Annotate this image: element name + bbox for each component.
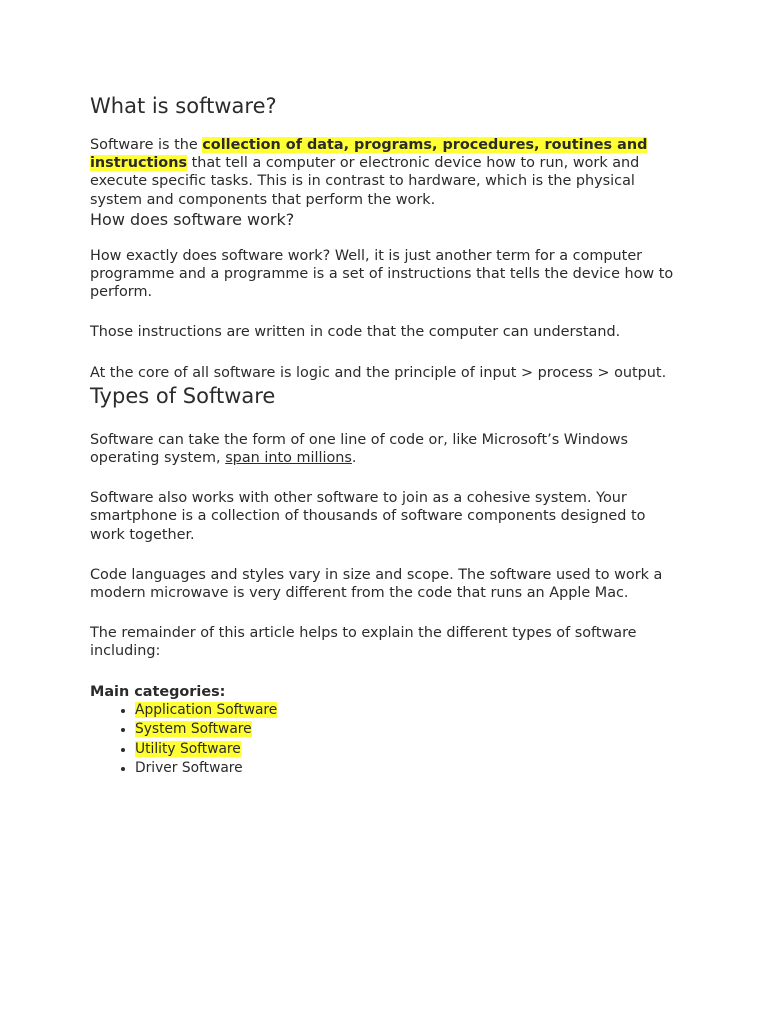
- intro-highlight: collection of data, programs, procedures, routines and instructions: [90, 137, 648, 172]
- category-driver-software: Driver Software: [135, 760, 243, 777]
- list-item: [135, 759, 680, 779]
- types-p1-after: .: [351, 450, 357, 467]
- list-item: [135, 701, 680, 721]
- category-application-software: Application Software: [135, 701, 278, 718]
- heading-what-is-software: What is software?: [90, 94, 277, 118]
- main-categories-label: Main categories:: [90, 683, 226, 700]
- types-paragraph-1: [90, 431, 680, 467]
- types-paragraph-2: Software also works with other software to join as a cohesive system. Your smartphone is a collection of thousands of software components designed to work together.: [90, 490, 646, 543]
- span-into-millions-link[interactable]: span into millions: [225, 450, 352, 467]
- intro-paragraph: [90, 136, 680, 209]
- types-paragraph-4: The remainder of this article helps to explain the different types of software including:: [90, 625, 637, 660]
- types-paragraph-3: Code languages and styles vary in size and scope. The software used to work a modern microwave is very different from the code that runs an Apple Mac.: [90, 566, 663, 602]
- types-p1-before: Software can take the form of one line of code or, like Microsoft’s Windows operating system,: [90, 431, 629, 467]
- intro-text-before: Software is the: [90, 137, 203, 153]
- how-paragraph-1: How exactly does software work? Well, it is just another term for a computer programme and a programme is a set of instructions that tells the device how to perform.: [90, 247, 674, 301]
- how-paragraph-2: Those instructions are written in code that the computer can understand.: [90, 324, 621, 341]
- heading-types-of-software: Types of Software: [90, 383, 276, 408]
- list-item: [135, 720, 680, 740]
- list-item: [135, 740, 680, 760]
- how-paragraph-3: At the core of all software is logic and the principle of input > process > output.: [90, 364, 667, 381]
- heading-how-does-software-work: How does software work?: [90, 209, 295, 229]
- document-body: [90, 92, 680, 779]
- intro-text-after: that tell a computer or electronic device how to run, work and execute specific tasks. This is in contrast to hardware, which is the physical system and components that perform the work.: [90, 155, 640, 208]
- category-system-software: System Software: [135, 721, 252, 738]
- category-utility-software: Utility Software: [135, 740, 241, 757]
- categories-list: [90, 701, 680, 779]
